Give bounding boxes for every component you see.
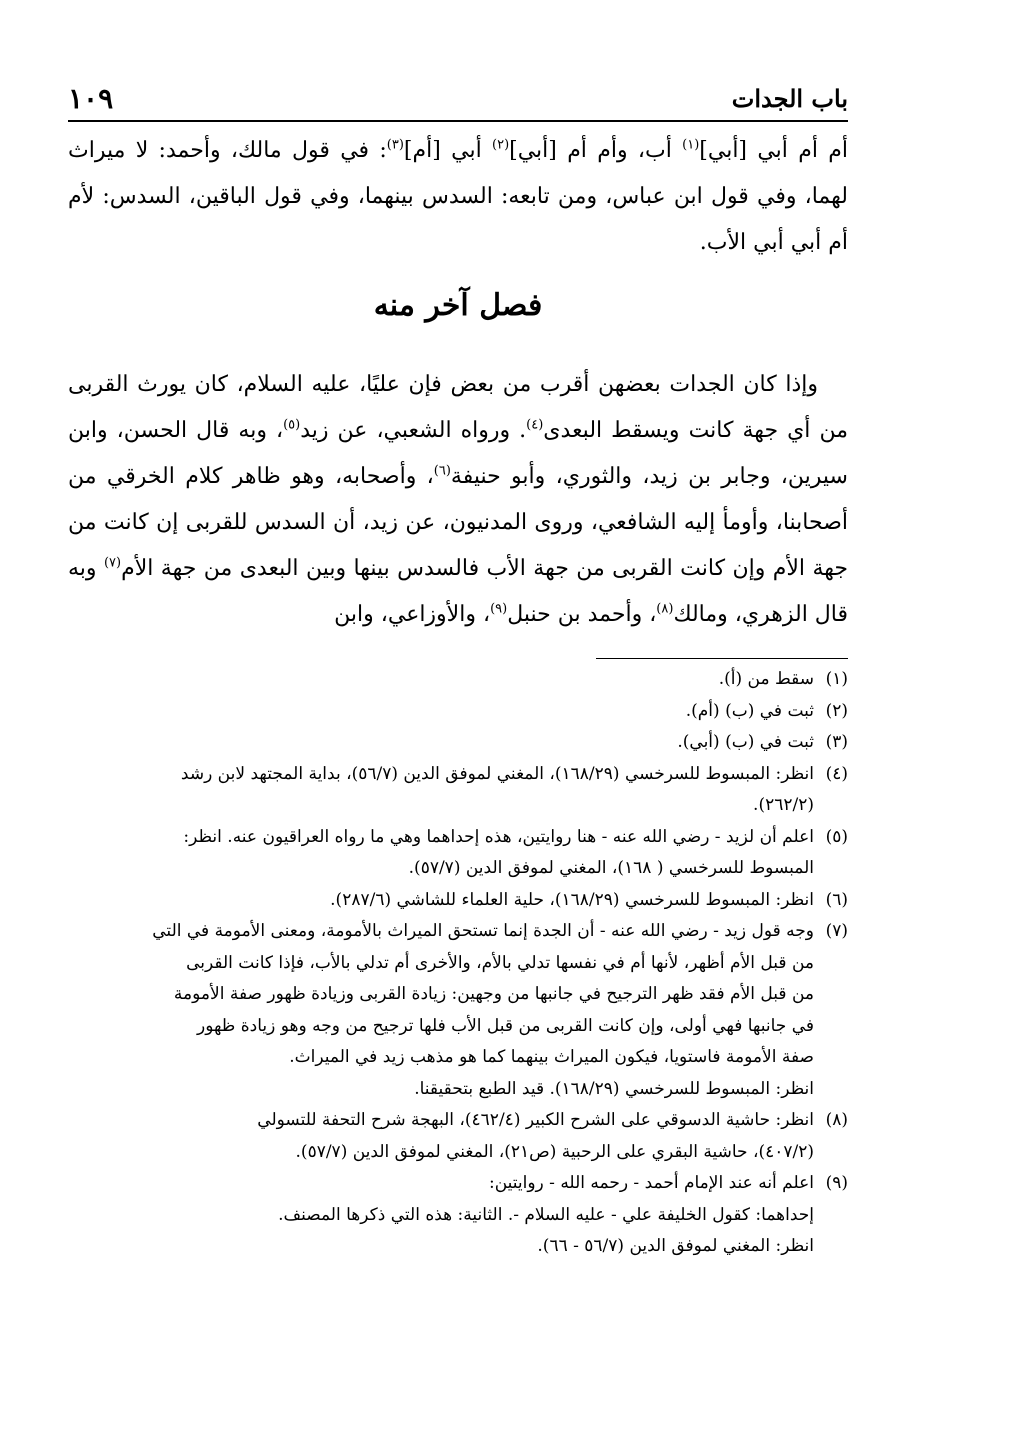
- footnote-number: (٤): [825, 763, 848, 784]
- intro-text: أبي [أم]: [403, 138, 492, 163]
- intro-text: أم أم أبي [أبي]: [699, 138, 848, 163]
- footnote-ref-2[interactable]: (٢): [492, 137, 510, 153]
- footnote-text: إحداهما: كقول الخليفة علي - عليه السلام -. الثانية: هذه التي ذكرها المصنف.: [278, 1204, 814, 1225]
- footnote-text: (٤٠٧/٢)، حاشية البقري على الرحبية (ص٢١)، المغني لموفق الدين (٥٧/٧).: [295, 1141, 814, 1162]
- footnote-number: (٧): [825, 921, 848, 941]
- section-heading: فصل آخر منه: [373, 288, 543, 323]
- footnote-text: المبسوط للسرخسي ( ١٦٨)، المغني لموفق الدين (٥٧/٧).: [408, 858, 814, 878]
- paragraph-text: وإذا كان الجدات بعضهن أقرب من بعض فإن عليًا، عليه السلام، كان يورث القربى من أي جهة كانت ويسقط البعدى: [68, 372, 848, 443]
- footnote-8: [68, 1105, 848, 1168]
- footnote-1: [68, 664, 848, 696]
- footnote-ref-4[interactable]: (٤): [526, 417, 544, 433]
- footnote-7: [68, 916, 848, 1105]
- footnote-number: (٥): [825, 826, 848, 847]
- paragraph-text: وبه قال الزهري، ومالك: [68, 556, 848, 627]
- footnote-text: ثبت في (ب) (أم).: [685, 700, 814, 721]
- footnote-ref-8[interactable]: (٨): [656, 601, 674, 617]
- footnote-ref-9[interactable]: (٩): [490, 601, 508, 617]
- footnote-4: [68, 759, 848, 822]
- footnote-ref-7[interactable]: (٧): [103, 555, 122, 571]
- footnote-text: ثبت في (ب) (أبي).: [677, 732, 814, 752]
- page-header: [68, 78, 848, 118]
- footnote-2: [68, 696, 848, 728]
- header-rule: [68, 120, 848, 122]
- footnote-number: (٦): [825, 889, 848, 910]
- footnotes-section: [68, 664, 848, 1263]
- footnote-text: سقط من (أ).: [718, 669, 814, 689]
- footnote-3: [68, 727, 848, 759]
- footnote-text: وجه قول زيد - رضي الله عنه - أن الجدة إنما تستحق الميراث بالأمومة، ومعنى الأمومة في التي: [152, 921, 814, 941]
- footnote-text: اعلم أن لزيد - رضي الله عنه - هنا روايتين، هذه إحداهما وهي ما رواه العراقيون عنه. انظر:: [183, 826, 814, 847]
- footnote-text: انظر: المبسوط للسرخسي (١٦٨/٢٩)، المغني لموفق الدين (٥٦/٧)، بداية المجتهد لابن رشد: [180, 763, 814, 784]
- footnote-5: [68, 822, 848, 885]
- main-paragraph: [68, 362, 848, 638]
- footnote-number: (٨): [825, 1110, 848, 1130]
- footnote-text: انظر: المبسوط للسرخسي (١٦٨/٢٩)، حلية العلماء للشاشي (٢٨٧/٦).: [330, 889, 814, 910]
- footnote-number: (١): [825, 669, 848, 689]
- paragraph-text: ، والأوزاعي، وابن: [334, 602, 491, 627]
- footnote-text: من قبل الأم أظهر، لأنها أم في نفسها تدلي بالأم، والأخرى أم تدلي بالأب، فإذا كانت القربى: [186, 952, 814, 973]
- footnote-ref-1[interactable]: (١): [682, 137, 700, 153]
- footnote-number: (٣): [825, 732, 848, 752]
- page-number: ١٠٩: [68, 82, 114, 115]
- intro-paragraph: [68, 128, 848, 266]
- footnote-6: [68, 885, 848, 917]
- running-chapter-title: باب الجدات: [731, 84, 848, 113]
- footnote-text: انظر: حاشية الدسوقي على الشرح الكبير (٤٦٢/٤)، البهجة شرح التحفة للتسولي: [257, 1110, 814, 1130]
- footnote-ref-6[interactable]: (٦): [433, 463, 451, 479]
- footnote-9: [68, 1168, 848, 1263]
- footnote-number: (٩): [825, 1173, 848, 1193]
- paragraph-text: ، وبه قال الحسن، وابن سيرين، وجابر بن زيد، والثوري، وأبو حنيفة: [68, 418, 848, 489]
- footnote-number: (٢): [825, 700, 848, 721]
- footnote-text: (٢٦٢/٢).: [753, 795, 814, 815]
- intro-text: : في قول مالك، وأحمد: لا ميراث لهما، وفي قول ابن عباس، ومن تابعه: السدس بينهما، وفي قول الباقين، السدس: لأم أم أبي أبي الأب.: [68, 138, 848, 255]
- footnote-text: من قبل الأم فقد ظهر الترجيح في جانبها من وجهين: زيادة القربى وزيادة ظهور صفة الأمومة: [173, 984, 814, 1004]
- footnote-ref-5[interactable]: (٥): [283, 417, 301, 433]
- footnote-text: انظر: المغني لموفق الدين (٥٦/٧ - ٦٦).: [537, 1236, 814, 1256]
- footnote-ref-3[interactable]: (٣): [386, 137, 404, 153]
- paragraph-text: ، وأصحابه، وهو ظاهر كلام الخرقي من أصحابنا، وأومأ إليه الشافعي، وروى المدنيون، عن زيد، أن السدس للقربى إن كانت من جهة الأم وإن كانت القربى من جهة الأب فالسدس بينها وبين البعدى من جهة الأم: [68, 464, 848, 581]
- paragraph-text: . ورواه الشعبي، عن زيد: [300, 418, 527, 443]
- footnote-text: انظر: المبسوط للسرخسي (١٦٨/٢٩). قيد الطبع بتحقيقنا.: [414, 1078, 814, 1099]
- footnote-text: في جانبها فهي أولى، وإن كانت القربى من قبل الأب فلها ترجيح من وجه وهو زيادة ظهور: [196, 1015, 814, 1036]
- intro-text: أب، وأم أم [أبي]: [509, 138, 683, 163]
- footnote-text: صفة الأمومة فاستويا، فيكون الميراث بينهما كما هو مذهب زيد في الميراث.: [289, 1047, 814, 1067]
- footnote-text: اعلم أنه عند الإمام أحمد - رحمه الله - روايتين:: [488, 1173, 814, 1193]
- paragraph-text: ، وأحمد بن حنبل: [507, 602, 657, 627]
- footnote-separator: [596, 658, 848, 659]
